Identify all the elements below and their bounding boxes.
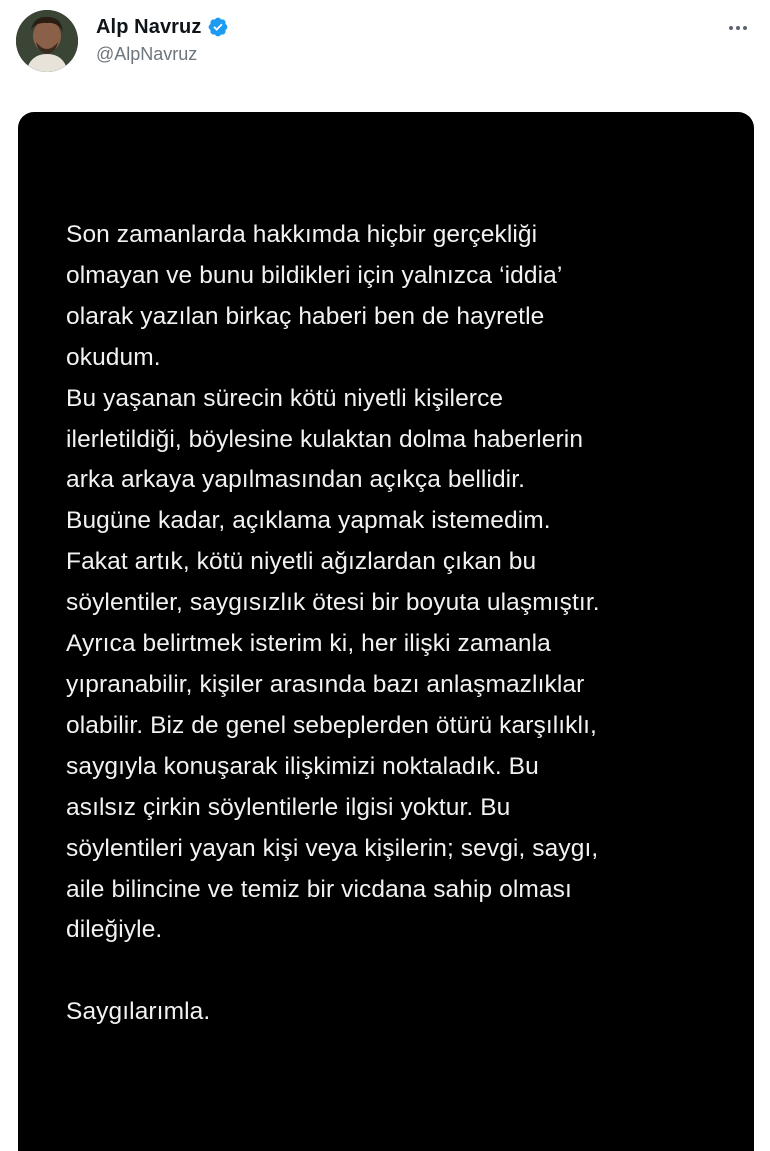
tweet-header (0, 0, 770, 100)
author-info (96, 14, 229, 65)
more-horizontal-icon-dot (743, 26, 747, 30)
name-row (96, 14, 229, 40)
verified-badge-icon (207, 16, 229, 38)
avatar[interactable] (16, 10, 78, 72)
display-name[interactable]: Alp Navruz (96, 15, 202, 38)
more-horizontal-icon (729, 26, 733, 30)
avatar-photo (16, 10, 78, 72)
user-handle[interactable]: @AlpNavruz (96, 44, 198, 64)
more-horizontal-icon-dot (736, 26, 740, 30)
statement-text: Son zamanlarda hakkımda hiçbir gerçekliği olmayan ve bunu bildikleri için yalnızca ‘iddia’ olarak yazılan birkaç haberi ben de hayretle okudum. Bu yaşanan sürecin kötü niyetli kişilerce ilerletildiği, böylesine kulaktan dolma haberlerin arka arkaya yapılmasından açıkça bellidir. Bugüne kadar, açıklama yapmak istemedim. Fakat artık, kötü niyetli ağızlardan çıkan bu söylentiler, saygısızlık ötesi bir boyuta ulaşmıştır. Ayrıca belirtmek isterim ki, her ilişki zamanla yıpranabilir, kişiler arasında bazı anlaşmazlıklar olabilir. Biz de genel sebeplerden ötürü karşılıklı, saygıyla konuşarak ilişkimizi noktaladık. Bu asılsız çirkin söylentilerle ilgisi yoktur. Bu söylentileri yayan kişi veya kişilerin; sevgi, saygı, aile bilincine ve temiz bir vicdana sahip olması dileğiyle. Saygılarımla. (66, 221, 600, 1026)
more-options-button[interactable] (722, 16, 754, 40)
tweet-image[interactable] (18, 112, 754, 1151)
